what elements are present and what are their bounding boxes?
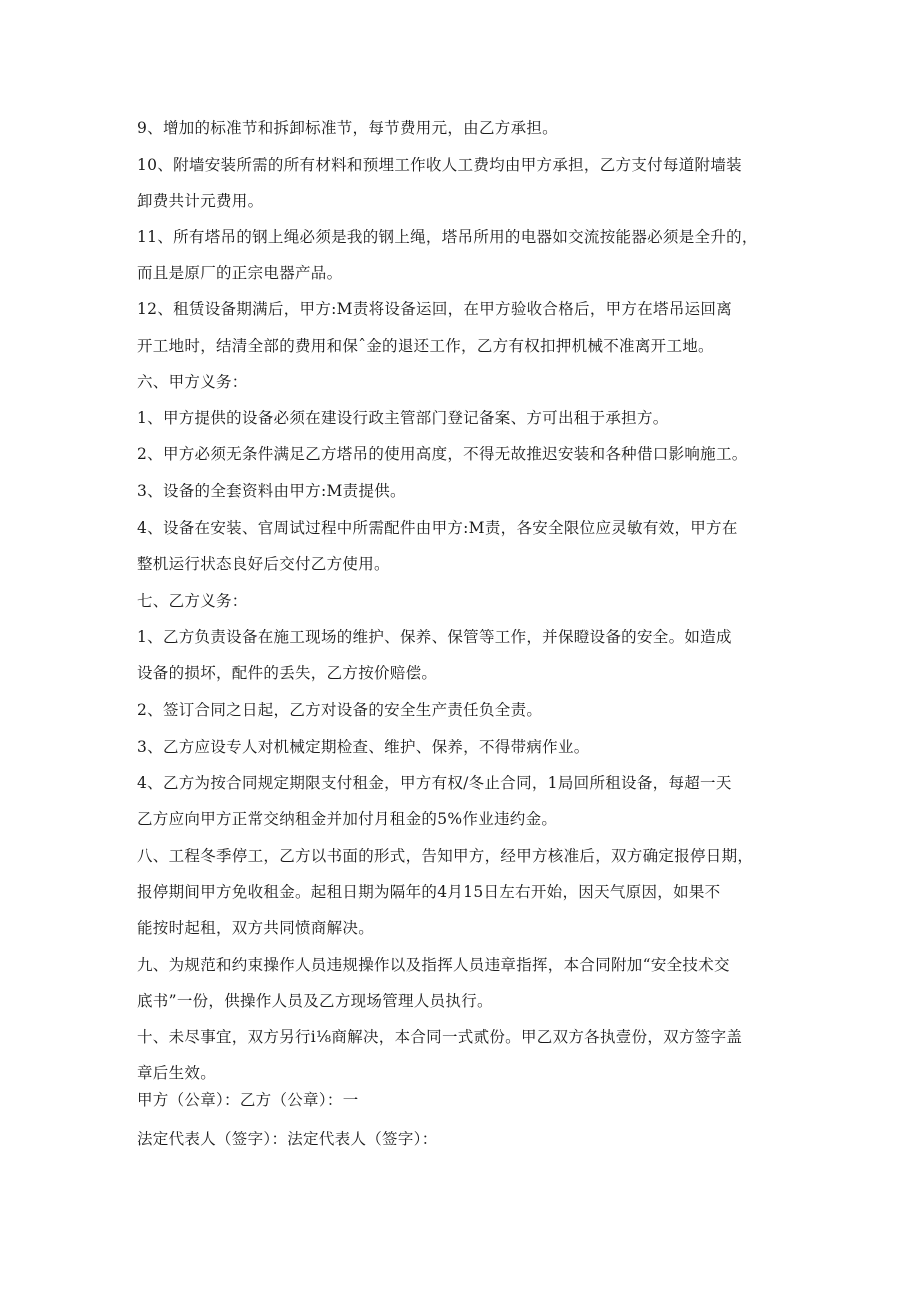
section-7-item-3: 3、乙方应设专人对机械定期检查、维护、保养，不得带病作业。: [137, 738, 590, 756]
section-6-item-2: 2、甲方必须无条件满足乙方塔吊的使用高度，不得无故推迟安装和各种借口影响施工。: [137, 445, 748, 463]
section-10-line-2: 章后生效。: [137, 1064, 217, 1082]
signature-party-seals: 甲方（公章）：乙方（公章）：一: [137, 1091, 359, 1109]
section-6-heading: 六、甲方义务：: [137, 373, 248, 391]
section-8-line-1: 八、工程冬季停工，乙方以书面的形式，告知甲方，经甲方核准后，双方确定报停日期，: [137, 847, 754, 865]
section-7-item-2: 2、签订合同之日起，乙方对设备的安全生产责任负全责。: [137, 701, 543, 719]
section-7-item-4-line-2: 乙方应向甲方正常交纳租金并加付月租金的5%作业违约金。: [137, 810, 558, 828]
clause-11-line-2: 而且是原厂的正宗电器产品。: [137, 264, 343, 282]
clause-11-line-1: 11、所有塔吊的钢上绳必须是我的钢上绳，塔吊所用的电器如交流按能器必须是全升的，: [137, 228, 758, 246]
section-6-item-4-line-1: 4、设备在安装、官周试过程中所需配件由甲方:M责，各安全限位应灵敏有效，甲方在: [137, 519, 738, 537]
section-6-item-1: 1、甲方提供的设备必须在建设行政主管部门登记备案、方可出租于承担方。: [137, 409, 669, 427]
section-6-item-4-line-2: 整机运行状态良好后交付乙方使用。: [137, 555, 390, 573]
section-9-line-1: 九、为规范和约束操作人员违规操作以及指挥人员违章指挥，本合同附加“安全技术交: [137, 956, 730, 974]
clause-10-line-1: 10、附墙安装所需的所有材料和预埋工作收人工费均由甲方承担，乙方支付每道附墙装: [137, 156, 742, 174]
section-7-item-1-line-1: 1、乙方负责设备在施工现场的维护、保养、保管等工作，并保瞪设备的安全。如造成: [137, 628, 732, 646]
section-9-line-2: 底书”一份，供操作人员及乙方现场管理人员执行。: [137, 992, 493, 1010]
section-8-line-2: 报停期间甲方免收租金。起租日期为隔年的4月15日左右开始，因天气原因，如果不: [137, 883, 721, 901]
section-8-line-3: 能按时起租，双方共同愤商解决。: [137, 919, 375, 937]
section-10-line-1: 十、未尽事宜，双方另行i⅛商解决，本合同一式贰份。甲乙双方各执壹份，双方签字盖: [137, 1028, 743, 1046]
clause-10-line-2: 卸费共计元费用。: [137, 192, 264, 210]
clause-12-line-1: 12、租赁设备期满后，甲方:M责将设备运回，在甲方验收合格后，甲方在塔吊运回离: [137, 300, 733, 318]
clause-9: 9、增加的标准节和拆卸标准节，每节费用元，由乙方承担。: [137, 119, 558, 137]
section-7-item-1-line-2: 设备的损坏，配件的丢失，乙方按价赔偿。: [137, 664, 438, 682]
section-7-heading: 七、乙方义务：: [137, 592, 248, 610]
clause-12-line-2: 开工地时，结清全部的费用和保ˆ金的退还工作，乙方有权扣押机械不准离开工地。: [137, 337, 714, 355]
section-7-item-4-line-1: 4、乙方为按合同规定期限支付租金，甲方有权/冬止合同，1局回所租设备，每超一天: [137, 774, 732, 792]
section-6-item-3: 3、设备的全套资料由甲方:M责提供。: [137, 482, 406, 500]
signature-legal-representatives: 法定代表人（签字）：法定代表人（签字）：: [137, 1130, 438, 1148]
